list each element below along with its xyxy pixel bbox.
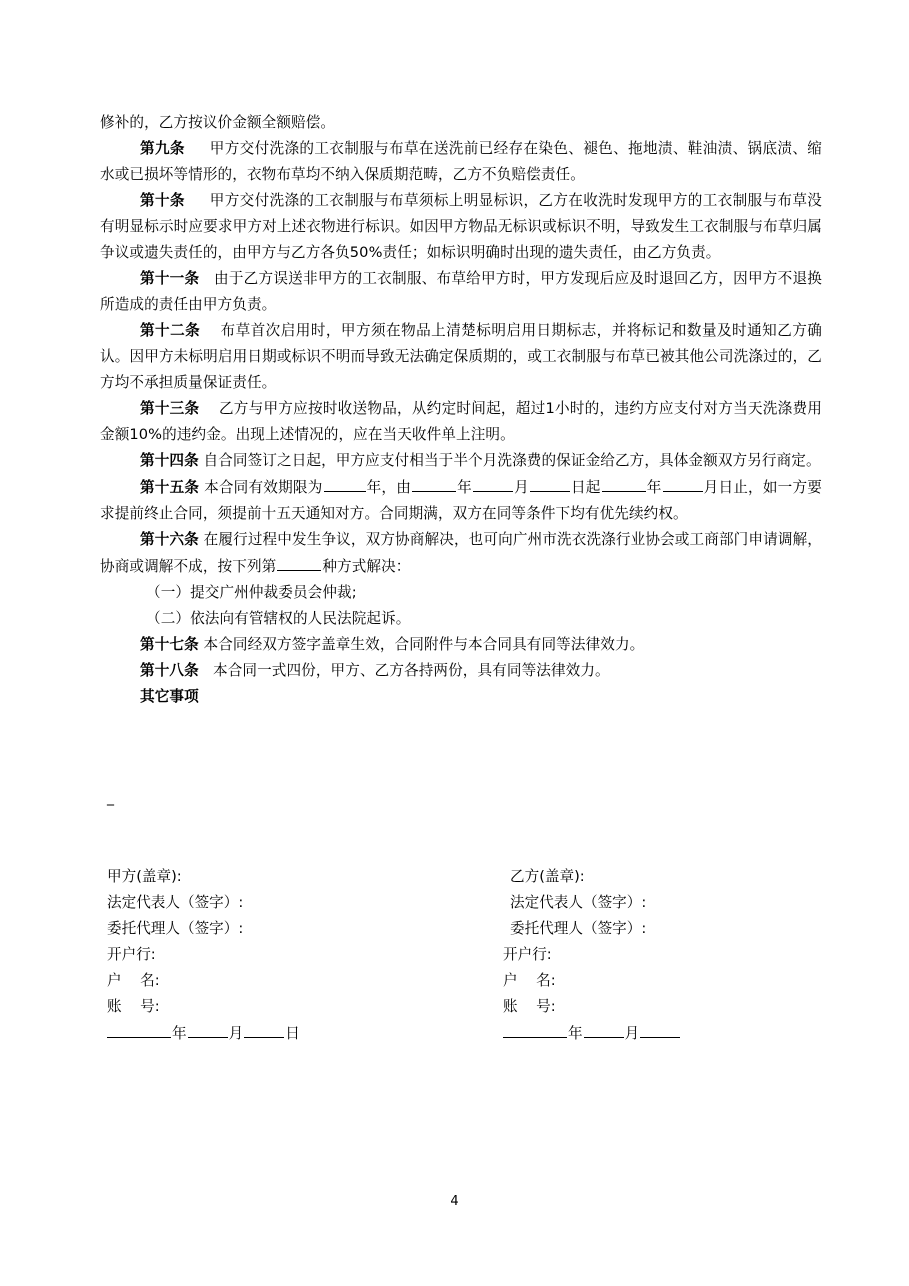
article-text: 乙方与甲方应按时收送物品，从约定时间起，超过1小时的，违约方应支付对方当天洗涤费用金额10%的违约金。出现上述情况的，应在当天收件单上注明。 [100, 400, 823, 443]
blank-field[interactable] [324, 474, 366, 492]
blank-field[interactable] [277, 553, 321, 571]
article-text: 本合同经双方签字盖章生效，合同附件与本合同具有同等法律效力。 [203, 636, 645, 653]
party-b-agent: 委托代理人（签字）: [510, 920, 647, 937]
article-label: 第十八条 [140, 662, 199, 679]
date-year-label: 年 [172, 1025, 187, 1042]
other-matters-heading [100, 684, 822, 710]
article-text: 年，由 [366, 479, 412, 496]
article-text: 由于乙方误送非甲方的工衣制服、布草给甲方时，甲方发现后应及时退回乙方，因甲方不退换所造成的责任由甲方负责。 [100, 270, 823, 313]
article-text: 年 [457, 479, 472, 496]
article-text: 布草首次启用时，甲方须在物品上清楚标明启用日期标志，并将标记和数量及时通知乙方确认。因甲方未标明启用日期或标识不明而导致无法确定保质期的，或工衣制服与布草已被其他公司洗涤过的，乙方均不承担质量保证责任。 [100, 322, 822, 391]
date-month-label: 月 [228, 1025, 244, 1042]
blank-dash: _ [107, 790, 114, 806]
article-label: 第九条 [140, 140, 185, 157]
blank-field[interactable] [188, 1020, 228, 1038]
date-day-label: 日 [285, 1025, 300, 1042]
article-9 [100, 136, 822, 188]
party-b-bank: 开户行: [503, 946, 552, 963]
blank-field[interactable] [107, 1020, 171, 1038]
article-text: 种方式解决： [322, 558, 411, 575]
blank-field[interactable] [530, 474, 570, 492]
option-2: （二）依法向有管辖权的人民法院起诉。 [146, 610, 411, 627]
article-text: 日起 [570, 479, 601, 496]
blank-field[interactable] [412, 474, 456, 492]
party-a-bank: 开户行: [107, 946, 156, 963]
article-label: 第十六条 [140, 531, 199, 548]
article-text: 自合同签订之日起，甲方应支付相当于半个月洗涤费的保证金给乙方，具体金额双方另行商定。 [203, 452, 821, 469]
article-10 [100, 188, 822, 266]
article-label: 第十五条 [140, 479, 200, 496]
article-text: 甲方交付洗涤的工衣制服与布草在送洗前已经存在染色、褪色、拖地渍、鞋油渍、锅底渍、缩水或已损坏等情形的，衣物布草均不纳入保质期范畴，乙方不负赔偿责任。 [100, 140, 822, 183]
article-text: 年 [646, 479, 662, 496]
party-a-account-name: 户 名: [107, 972, 160, 989]
blank-field[interactable] [244, 1020, 284, 1038]
article-13 [100, 396, 822, 448]
date-month-label: 月 [624, 1025, 640, 1042]
other-matters-label: 其它事项 [140, 688, 199, 705]
page-number: 4 [450, 1194, 459, 1209]
party-b-legal-rep: 法定代表人（签字）: [510, 894, 647, 911]
paragraph-text: 修补的，乙方按议价金额全额赔偿。 [100, 114, 336, 131]
party-a-agent: 委托代理人（签字）: [107, 920, 244, 937]
party-a-signature-block [107, 864, 300, 1047]
article-14 [100, 448, 822, 474]
article-15 [100, 474, 822, 527]
article-label: 第十七条 [140, 636, 199, 653]
article-label: 第十四条 [140, 452, 199, 469]
party-a-legal-rep: 法定代表人（签字）: [107, 894, 244, 911]
article-label: 第十条 [140, 192, 185, 209]
article-17 [100, 632, 822, 658]
blank-field[interactable] [473, 474, 513, 492]
party-b-signature-block [503, 864, 681, 1047]
article-label: 第十三条 [140, 400, 200, 417]
blank-field[interactable] [602, 474, 646, 492]
article-text: 本合同有效期限为 [204, 479, 323, 496]
article-11 [100, 266, 822, 318]
article-text: 甲方交付洗涤的工衣制服与布草须标上明显标识，乙方在收洗时发现甲方的工衣制服与布草没有明显标示时应要求甲方对上述衣物进行标识。如因甲方物品无标识或标识不明，导致发生工衣制服与布草归属争议或遗失责任的，由甲方与乙方各负50%责任；如标识明确时出现的遗失责任，由乙方负责。 [100, 192, 822, 261]
article-16 [100, 527, 822, 580]
party-b-date [503, 1020, 681, 1047]
article-text: 月日止，如一方要求提前终止合同，须提前十五天通知对方。合同期满，双方在同等条件下均有优先续约权。 [100, 479, 822, 522]
article-label: 第十二条 [140, 322, 201, 339]
article-text: 月 [513, 479, 529, 496]
article-12 [100, 318, 822, 396]
party-b-account-no: 账 号: [503, 998, 556, 1015]
article-text: 本合同一式四份，甲方、乙方各持两份，具有同等法律效力。 [213, 662, 610, 679]
party-b-account-name: 户 名: [503, 972, 556, 989]
date-year-label: 年 [568, 1025, 583, 1042]
contract-body [100, 110, 822, 710]
party-b-seal: 乙方(盖章): [510, 868, 585, 885]
option-1: （一）提交广州仲裁委员会仲裁; [146, 584, 357, 601]
blank-field[interactable] [663, 474, 703, 492]
party-a-account-no: 账 号: [107, 998, 160, 1015]
article-label: 第十一条 [140, 270, 200, 287]
blank-field[interactable] [503, 1020, 567, 1038]
party-a-seal: 甲方(盖章): [107, 868, 182, 885]
article-text: 在履行过程中发生争议，双方协商解决，也可向广州市洗衣洗涤行业协会或工商部门申请调解，协商或调解不成，按下列第 [100, 531, 822, 575]
continuation-paragraph [100, 110, 822, 136]
blank-field[interactable] [584, 1020, 624, 1038]
party-a-date [107, 1020, 300, 1047]
blank-field[interactable] [640, 1020, 680, 1038]
article-18 [100, 658, 822, 684]
